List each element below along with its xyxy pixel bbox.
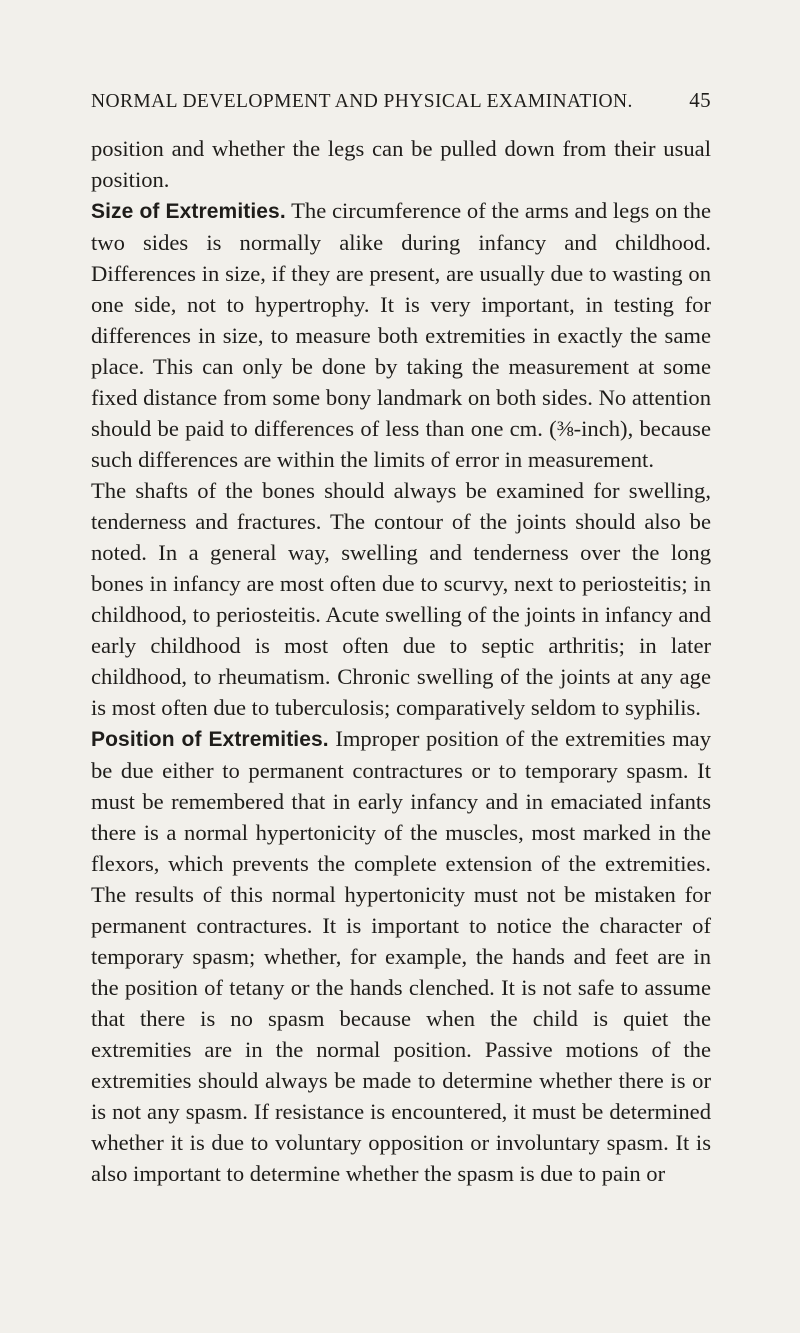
body-text xyxy=(91,133,711,1189)
paragraph xyxy=(91,195,711,475)
paragraph-text: Improper position of the extremities may be due either to permanent contractures or to temporary spasm. It must be remembered that in early infancy and in emaciated infants there is a normal hypertonicity of the muscles, most marked in the flexors, which prevents the complete extension of the extremities. The results of this normal hypertonicity must not be mistaken for permanent contractures. It is important to notice the character of temporary spasm; whether, for example, the hands and feet are in the position of tetany or the hands clenched. It is not safe to assume that there is no spasm because when the child is quiet the extremities are in the normal position. Passive motions of the extremities should always be made to determine whether there is or is not any spasm. If resistance is encountered, it must be determined whether it is due to voluntary opposition or involuntary spasm. It is also important to determine whether the spasm is due to pain or xyxy=(91,726,711,1186)
section-heading: Position of Extremities. xyxy=(91,728,329,751)
section-heading: Size of Extremities. xyxy=(91,200,286,223)
paragraph-text: The circumference of the arms and legs on the two sides is normally alike during infancy and childhood. Differences in size, if they are present, are usually due to wasting on one side, not to hypertrophy. It is very important, in testing for differences in size, to measure both extremities in exactly the same place. This can only be done by taking the measurement at some fixed distance from some bony landmark on both sides. No attention should be paid to differences of less than one cm. (⅜-inch), because such differences are within the limits of error in measurement. xyxy=(91,198,711,472)
paragraph xyxy=(91,475,711,723)
paragraph-text: The shafts of the bones should always be examined for swelling, tenderness and fractures. The contour of the joints should also be noted. In a general way, swelling and tenderness over the long bones in infancy are most often due to scurvy, next to periosteitis; in childhood, to periosteitis. Acute swelling of the joints in infancy and early childhood is most often due to septic arthritis; in later childhood, to rheumatism. Chronic swelling of the joints at any age is most often due to tuberculosis; comparatively seldom to syphilis. xyxy=(91,478,711,720)
paragraph-text: position and whether the legs can be pulled down from their usual position. xyxy=(91,136,711,192)
page-number: 45 xyxy=(689,88,711,112)
running-head-title: NORMAL DEVELOPMENT AND PHYSICAL EXAMINATION. xyxy=(91,91,633,112)
paragraph xyxy=(91,723,711,1189)
paragraph xyxy=(91,133,711,195)
running-head xyxy=(91,88,711,114)
